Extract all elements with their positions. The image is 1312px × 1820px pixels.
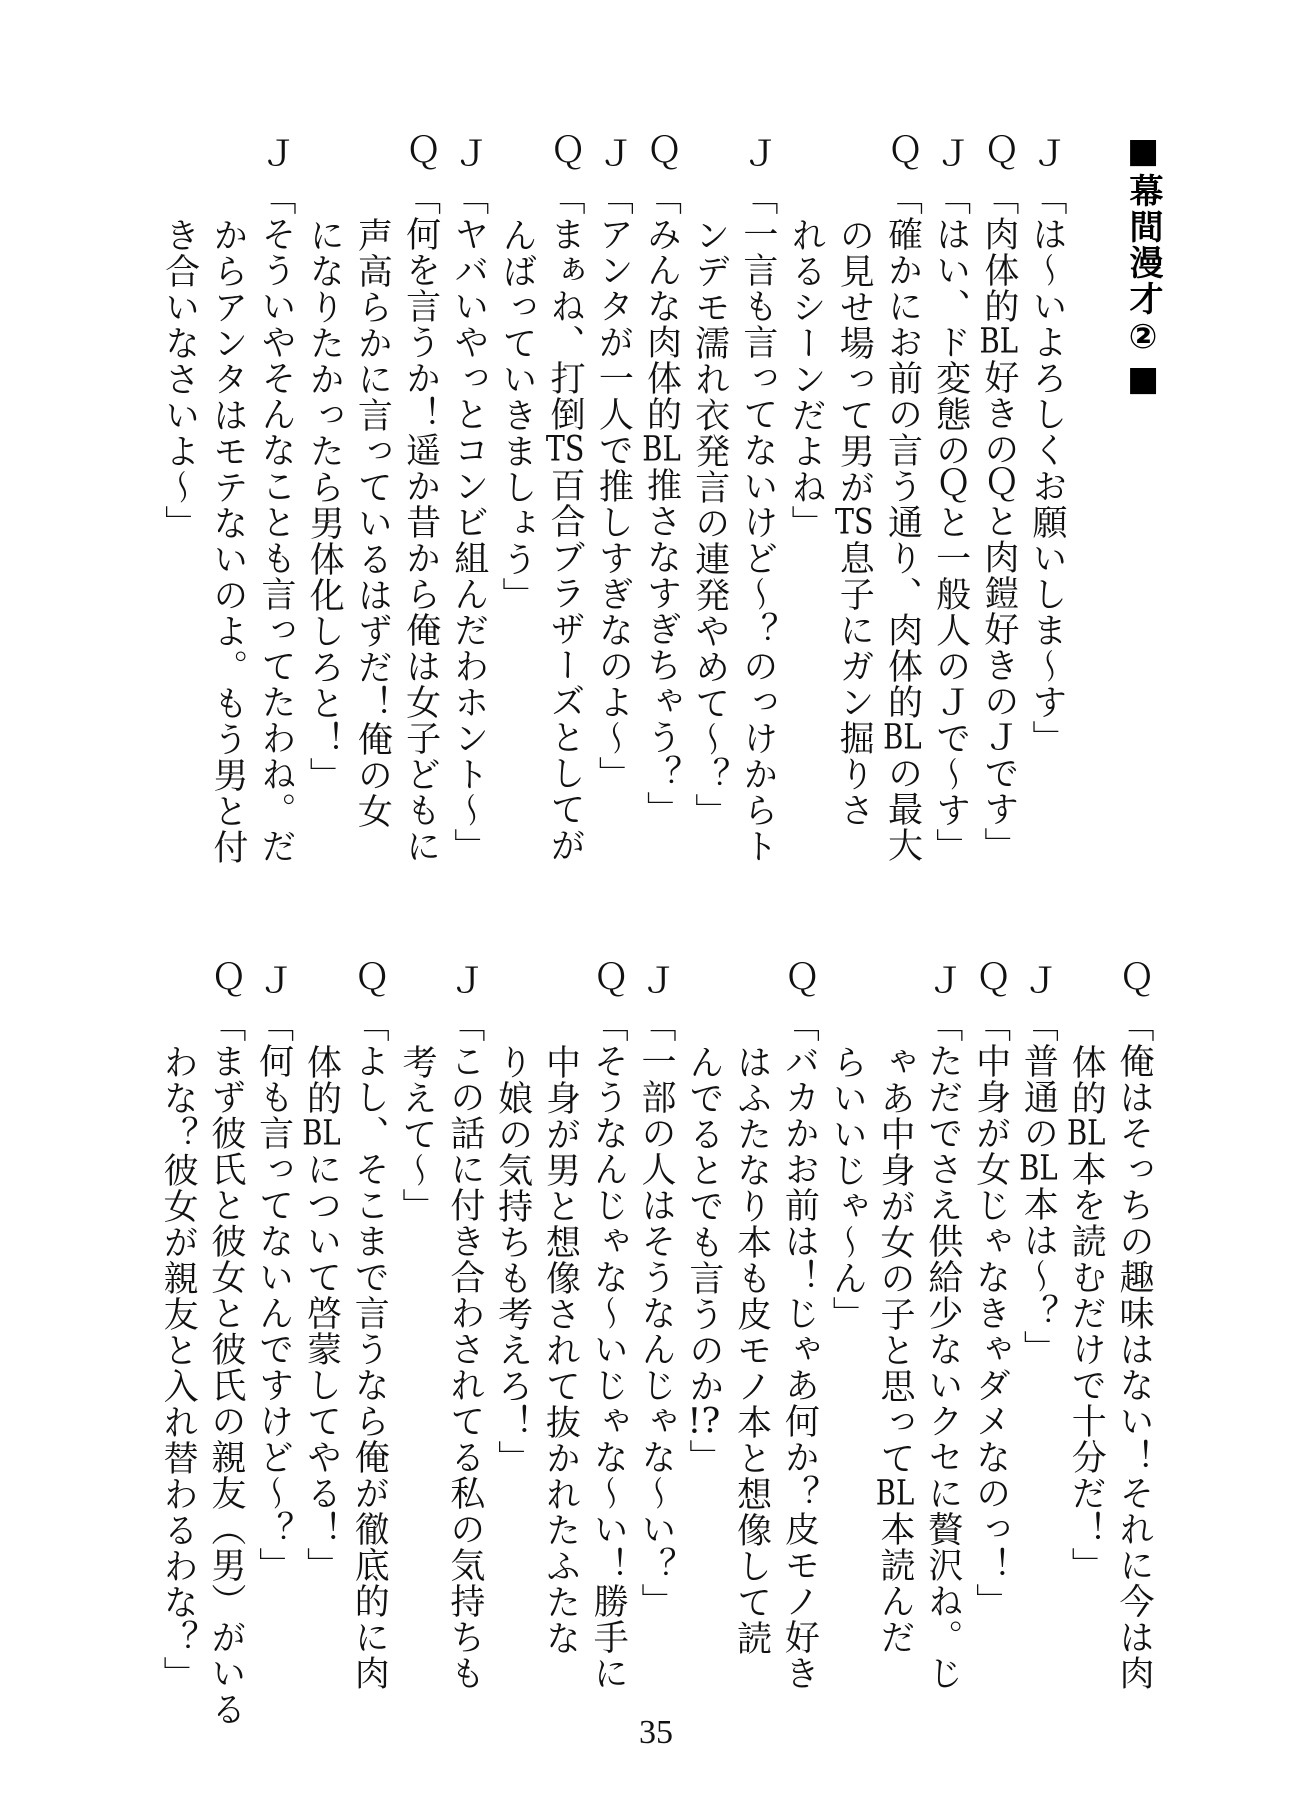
dialogue-text: 「一言も言ってないけど〜？のっけからト — [737, 180, 778, 864]
text-line-continuation — [686, 135, 734, 880]
text-line — [589, 135, 637, 880]
text-line — [583, 962, 631, 1707]
dialogue-entry — [297, 962, 393, 1707]
dialogue-entry — [679, 962, 822, 1707]
text-line — [344, 962, 392, 1707]
dialogue-text: んでるとでも言うのか!?」 — [683, 1044, 724, 1475]
dialogue-text: 考えて〜」 — [397, 1044, 438, 1224]
dialogue-entry — [966, 962, 1014, 1707]
dialogue-entry — [392, 962, 488, 1707]
dialogue-text: 「肉体的BL好きのＱと肉鎧好きのＪです」 — [978, 180, 1019, 863]
dialogue-text: 「何を言うか！遥か昔から俺は女子どもに — [400, 180, 441, 864]
dialogue-text: になりたかったら男体化しろと！」 — [304, 217, 345, 793]
dialogue-text: からアンタはモテないのよ。もう男と付 — [207, 217, 248, 865]
dialogue-text: 中身が男と想像されて抜かれたふたな — [540, 1044, 581, 1656]
dialogue-entry — [249, 962, 297, 1707]
text-line-continuation — [727, 962, 775, 1707]
dialogue-entry — [153, 962, 249, 1727]
dialogue-entry — [1014, 962, 1062, 1707]
page-number: 35 — [639, 1714, 673, 1751]
text-line — [878, 135, 926, 880]
dialogue-entry — [155, 135, 300, 880]
dialogue-entry — [493, 135, 589, 880]
speaker-label: Ｑ — [779, 962, 820, 997]
text-line-continuation — [348, 135, 396, 880]
dialogue-text: らいいじゃ〜ん」 — [827, 1044, 868, 1332]
dialogue-text: 「この話に付き合わされてる私の気持ちも — [444, 1007, 485, 1691]
text-line — [1023, 135, 1071, 880]
text-line — [1014, 962, 1062, 1707]
text-line — [926, 135, 974, 880]
text-line — [1109, 962, 1157, 1707]
speaker-label: Ｊ — [444, 962, 485, 997]
speaker-label: Ｊ — [636, 962, 677, 997]
dialogue-entry — [686, 135, 782, 880]
dialogue-entry — [445, 135, 493, 880]
text-line — [445, 135, 493, 880]
text-line — [775, 962, 823, 1707]
dialogue-text: 声高らかに言っているはずだ！俺の女 — [352, 217, 393, 829]
text-line-continuation — [300, 135, 348, 880]
dialogue-text: 「何も言ってないんですけど〜？」 — [253, 1007, 294, 1583]
dialogue-entry — [300, 135, 445, 880]
text-line — [541, 135, 589, 880]
dialogue-entry — [637, 135, 685, 880]
speaker-label: Ｑ — [588, 962, 629, 997]
speaker-label: Ｑ — [1114, 962, 1154, 997]
dialogue-entry — [782, 135, 927, 880]
dialogue-entry — [975, 135, 1023, 880]
speaker-label: Ｊ — [448, 135, 489, 170]
dialogue-entry — [631, 962, 679, 1707]
text-line — [252, 135, 300, 880]
text-line — [918, 962, 966, 1707]
dialogue-text: 「そういやそんなことも言ってたわね。だ — [256, 180, 296, 864]
lower-dialogue-block — [153, 962, 1157, 1727]
dialogue-text: 「アンタが一人で推しすぎなのよ〜」 — [593, 180, 634, 792]
dialogue-entry — [1023, 135, 1071, 880]
text-line — [249, 962, 297, 1707]
text-line-continuation — [822, 962, 870, 1707]
speaker-label: Ｑ — [205, 962, 246, 997]
dialogue-text: 「は〜いよろしくお願いしま〜す」 — [1027, 180, 1067, 756]
text-line — [631, 962, 679, 1707]
speaker-label: Ｑ — [978, 135, 1019, 170]
text-line-continuation — [536, 962, 584, 1707]
dialogue-text: 体的BL本を読むだけで十分だ！」 — [1066, 1044, 1107, 1583]
speaker-label: Ｊ — [930, 135, 971, 170]
text-line-continuation — [155, 135, 203, 880]
speaker-label: Ｑ — [882, 135, 923, 170]
upper-dialogue-block — [155, 135, 1071, 880]
dialogue-text: き合いなさいよ〜」 — [159, 217, 200, 541]
speaker-label: Ｊ — [256, 135, 296, 170]
dialogue-text: 「一部の人はそうなんじゃな〜い？」 — [636, 1007, 677, 1619]
dialogue-text: 「俺はそっちの趣味はない！それに今は肉 — [1114, 1007, 1154, 1691]
dialogue-text: 「中身が女じゃなきゃダメなのっ！」 — [970, 1007, 1011, 1619]
dialogue-entry — [1061, 962, 1157, 1707]
dialogue-text: 「バカかお前は！じゃあ何か？皮モノ好き — [779, 1007, 820, 1691]
speaker-label: Ｊ — [922, 962, 963, 997]
speaker-label: Ｑ — [970, 962, 1011, 997]
text-line — [734, 135, 782, 880]
dialogue-text: 「普通のBL本は〜？」 — [1018, 1007, 1059, 1366]
speaker-label: Ｊ — [1027, 135, 1067, 170]
dialogue-text: 「みんな肉体的BL推さなすぎちゃう？」 — [641, 180, 682, 827]
speaker-label: Ｑ — [349, 962, 390, 997]
speaker-label: Ｑ — [545, 135, 586, 170]
dialogue-text: 「ヤバいやっとコンビ組んだわホント〜」 — [448, 180, 489, 864]
dialogue-text: の見せ場って男がTS息子にガン掘りさ — [834, 217, 875, 828]
text-line — [966, 962, 1014, 1707]
dialogue-text: れるシーンだよね」 — [786, 217, 827, 541]
dialogue-entry — [822, 962, 965, 1707]
speaker-label: Ｊ — [593, 135, 634, 170]
dialogue-text: 「よし、そこまで言うなら俺が徹底的に肉 — [349, 1007, 390, 1691]
section-title: ■幕間漫才②■ — [1123, 131, 1163, 401]
dialogue-text: んばっていきましょう」 — [496, 217, 537, 613]
dialogue-text: はふたなり本も皮モノ本と想像して読 — [731, 1044, 772, 1656]
dialogue-entry — [488, 962, 631, 1707]
speaker-label: Ｊ — [1018, 962, 1059, 997]
dialogue-text: ゃあ中身が女の子と思ってBL本読んだ — [875, 1044, 916, 1655]
speaker-label: Ｊ — [253, 962, 294, 997]
text-line-continuation — [870, 962, 918, 1707]
dialogue-text: 体的BLについて啓蒙してやる！」 — [301, 1044, 342, 1583]
text-line-continuation — [830, 135, 878, 880]
text-line-continuation — [488, 962, 536, 1707]
text-line-continuation — [297, 962, 345, 1707]
text-line-continuation — [392, 962, 440, 1707]
dialogue-entry — [926, 135, 974, 880]
text-line — [975, 135, 1023, 880]
dialogue-text: り娘の気持ちも考えろ！」 — [492, 1044, 533, 1476]
text-line — [440, 962, 488, 1707]
dialogue-text: 「そうなんじゃな〜いじゃな〜い！勝手に — [588, 1007, 629, 1691]
dialogue-text: 「まぁね、打倒TS百合ブラザーズとしてが — [545, 180, 586, 863]
text-line — [396, 135, 444, 880]
dialogue-text: 「はい、ド変態のＱと一般人のＪで〜す」 — [930, 180, 971, 864]
text-line-continuation — [1061, 962, 1109, 1707]
text-line-continuation — [204, 135, 252, 880]
text-line-continuation — [493, 135, 541, 880]
dialogue-entry — [589, 135, 637, 880]
text-line-continuation — [153, 962, 201, 1707]
dialogue-text: 「ただでさえ供給少ないクセに贅沢ね。じ — [922, 1007, 963, 1691]
text-line-continuation — [679, 962, 727, 1707]
dialogue-text: ンデモ濡れ衣発言の連発やめて〜？」 — [689, 217, 730, 829]
dialogue-text: 「まず彼氏と彼女と彼氏の親友（男）がいる — [205, 1007, 246, 1727]
text-line — [637, 135, 685, 880]
speaker-label: Ｑ — [400, 135, 441, 170]
speaker-label: Ｑ — [641, 135, 682, 170]
dialogue-text: 「確かにお前の言う通り、肉体的BLの最大 — [882, 180, 923, 863]
text-line — [201, 962, 249, 1727]
dialogue-text: わな？彼女が親友と入れ替わるわな？」 — [158, 1044, 199, 1692]
speaker-label: Ｊ — [737, 135, 778, 170]
text-line-continuation — [782, 135, 830, 880]
